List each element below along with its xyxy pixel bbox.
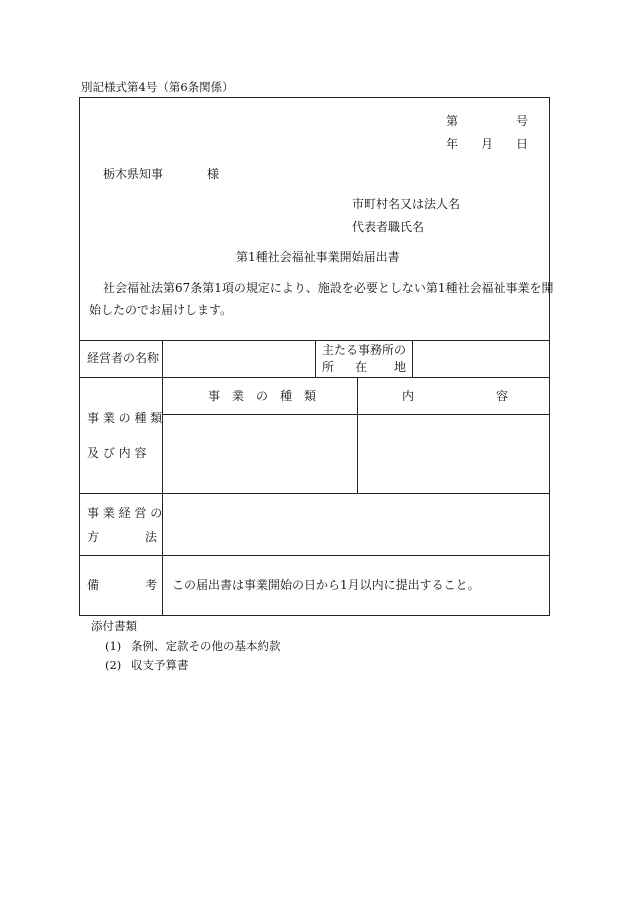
addressee-honorific: 様 xyxy=(207,167,220,181)
row-divider xyxy=(79,555,550,556)
column-divider xyxy=(315,340,316,377)
attachment-item: 収支予算書 xyxy=(131,658,189,672)
type-content-label-line2: 及 び 内 容 xyxy=(87,446,147,460)
attachment-item: 条例、定款その他の基本約款 xyxy=(131,639,281,653)
date-day: 日 xyxy=(516,137,529,151)
attachments-heading: 添付書類 xyxy=(91,619,137,633)
number-prefix: 第 xyxy=(446,114,459,128)
method-label-char-1: 方 xyxy=(87,530,100,544)
office-label-char-3: 地 xyxy=(394,360,407,374)
row-divider xyxy=(162,414,550,415)
column-header-content-2: 容 xyxy=(496,389,509,403)
office-label-char-2: 在 xyxy=(355,360,368,374)
remarks-text: この届出書は事業開始の日から1月以内に提出すること。 xyxy=(172,578,480,592)
office-label-char-1: 所 xyxy=(322,360,335,374)
attachment-number: (1) xyxy=(105,639,122,653)
body-text-line2: 始したのでお届けします。 xyxy=(89,303,233,317)
document-title: 第1種社会福祉事業開始届出書 xyxy=(236,250,400,264)
label-column-divider xyxy=(162,340,163,616)
column-divider xyxy=(357,377,358,493)
column-divider xyxy=(412,340,413,377)
remarks-label-char-2: 考 xyxy=(145,578,158,592)
method-label-line1: 事 業 経 営 の xyxy=(87,506,163,520)
column-header-type: 事 業 の 種 類 xyxy=(208,389,317,403)
remarks-label-char-1: 備 xyxy=(87,578,100,592)
method-label-char-2: 法 xyxy=(145,530,158,544)
attachment-number: (2) xyxy=(105,658,122,672)
form-number-label: 別記様式第4号（第6条関係） xyxy=(81,80,234,94)
date-month: 月 xyxy=(481,137,494,151)
operator-name-label: 経営者の名称 xyxy=(87,351,160,365)
addressee-name: 栃木県知事 xyxy=(103,167,164,181)
row-divider xyxy=(79,493,550,494)
column-header-content-1: 内 xyxy=(402,389,415,403)
number-suffix: 号 xyxy=(516,114,529,128)
date-year: 年 xyxy=(446,137,459,151)
row-divider xyxy=(79,377,550,378)
applicant-rep-label: 代表者職氏名 xyxy=(352,220,425,234)
type-content-label-line1: 事 業 の 種 類 xyxy=(87,411,163,425)
body-text-line1: 社会福祉法第67条第1項の規定により、施設を必要としない第1種社会福祉事業を開 xyxy=(103,281,554,295)
office-label-line1: 主たる事務所の xyxy=(322,343,407,357)
applicant-org-label: 市町村名又は法人名 xyxy=(352,197,461,211)
